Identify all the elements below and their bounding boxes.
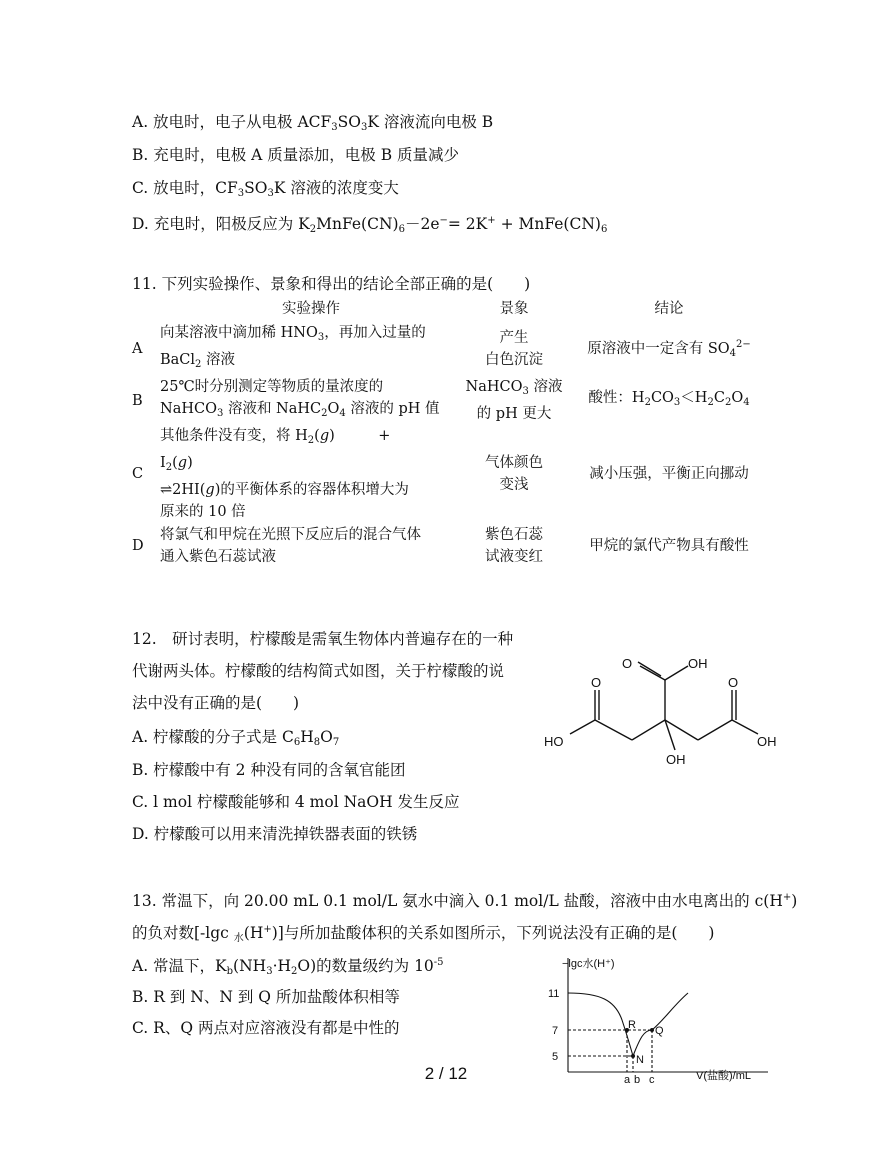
q12-option-a: A. 柠檬酸的分子式是 $C_6H_8O_7$ — [132, 728, 340, 748]
tick-x-a: a — [624, 1074, 631, 1085]
q11-title: 11. 下列实验操作、景象和得出的结论全部正确的是( ) — [132, 275, 531, 293]
tick-x-b: b — [634, 1074, 641, 1085]
table-row — [132, 425, 772, 523]
row-letter: B — [132, 392, 143, 409]
row-phenomenon: 气体颜色 变浅 — [485, 455, 543, 493]
page-number: 2 / 12 — [424, 1064, 468, 1083]
q12-option-b: B. 柠檬酸中有 2 种没有同的含氧官能团 — [132, 761, 406, 779]
q12-stem-line3: 法中没有正确的是( ) — [132, 694, 300, 712]
q12-stem-line2: 代谢两头体。柠檬酸的结构简式如图，关于柠檬酸的说 — [132, 662, 505, 680]
q11-table-header — [132, 296, 772, 322]
row-phenomenon: 产生 白色沉淀 — [485, 330, 543, 368]
row-phenomenon: NaHCO$_3$ 溶液 的 pH 更大 — [465, 379, 563, 422]
row-operation: 其他条件没有变，将 $H_2(g)$ + $I_2(g)$ ⇌2HI(g)的平衡体系的容器体积增大为 原来的 10 倍 — [160, 428, 434, 520]
q13-option-b: B. R 到 N、N 到 Q 所加盐酸体积相等 — [132, 988, 400, 1006]
label-oh-center: OH — [666, 752, 686, 767]
table-row — [132, 322, 772, 376]
label-oh-right: OH — [757, 734, 777, 749]
q13-stem-line1: 13. 常温下，向 20.00 mL 0.1 mol/L 氨水中滴入 0.1 mol/L 盐酸，溶液中由水电离出的 c(H+) — [132, 892, 798, 910]
row-conclusion: 原溶液中一定含有 $SO_4^{2-}$ — [587, 338, 751, 359]
tick-y-5: 5 — [552, 1051, 559, 1063]
table-row — [132, 376, 772, 425]
label-oh-top: OH — [688, 656, 708, 671]
q13-option-a: A. 常温下，$K_b(NH_3\cdot H_2O)$的数量级约为 $10^{-5}$ — [132, 957, 444, 977]
row-letter: D — [132, 538, 144, 554]
row-conclusion: 减小压强，平衡正向挪动 — [589, 466, 749, 482]
row-operation: 25℃时分别测定等物质的量浓度的 NaHCO$_3$ 溶液和 $NaHC_2O_4$ 溶液的 pH 值 — [160, 379, 440, 419]
header-conclusion: 结论 — [654, 301, 684, 317]
header-phenomenon: 景象 — [499, 301, 529, 317]
q10-option-b: B. 充电时，电极 A 质量添加，电极 B 质量减少 — [132, 146, 460, 164]
row-letter: A — [132, 341, 143, 357]
q10-option-d: D. 充电时，阳极反应为 $K_2MnFe(CN)_6-2e^-= 2K^+$ + $MnFe(CN)_6$ — [132, 215, 608, 235]
q10-option-a: A. 放电时，电子从电极 $ACF_3SO_3K$ 溶液流向电极 B — [132, 113, 494, 133]
q12-option-d: D. 柠檬酸可以用来清洗掉铁器表面的铁锈 — [132, 825, 418, 843]
graph-ylabel: −lgc水(H⁺) — [562, 958, 615, 970]
q10-option-c: C. 放电时，$CF_3SO_3K$ 溶液的浓度变大 — [132, 179, 399, 199]
row-phenomenon: 紫色石蕊 试液变红 — [485, 527, 543, 565]
header-operation: 实验操作 — [282, 301, 340, 317]
row-conclusion: 酸性：$H_2CO_3<H_2C_2O_4$ — [588, 390, 750, 408]
q11-table — [132, 296, 772, 569]
label-ho-left: HO — [544, 734, 564, 749]
point-n: N — [636, 1054, 644, 1066]
q13-stem-line2: 的负对数[-lgc $_水$(H+)]与所加盐酸体积的关系如图所示，下列说法没有正确的是( ) — [132, 924, 715, 944]
tick-y-7: 7 — [552, 1025, 559, 1037]
tick-x-c: c — [649, 1074, 655, 1085]
q12-stem-line1: 12. 研讨表明，柠檬酸是需氧生物体内普遍存在的一种 — [132, 630, 514, 648]
label-o-left: O — [591, 675, 602, 690]
row-conclusion: 甲烷的氯代产物具有酸性 — [589, 538, 749, 554]
label-o-top: O — [622, 656, 633, 671]
point-q: Q — [655, 1025, 664, 1037]
tick-y-11: 11 — [548, 988, 560, 1000]
row-operation: 向某溶液中滴加稀 $HNO_3$，再加入过量的 BaCl$_2$ 溶液 — [160, 325, 426, 370]
citric-acid-structure — [540, 648, 790, 776]
point-r: R — [628, 1019, 636, 1031]
row-letter: C — [132, 466, 144, 482]
table-row — [132, 523, 772, 569]
q13-option-c: C. R、Q 两点对应溶液没有都是中性的 — [132, 1019, 400, 1037]
q12-option-c: C. l mol 柠檬酸能够和 4 mol NaOH 发生反应 — [132, 793, 460, 811]
row-operation: 将氯气和甲烷在光照下反应后的混合气体 通入紫色石蕊试液 — [160, 527, 421, 565]
label-o-right: O — [728, 675, 739, 690]
graph-xlabel: V(盐酸)/mL — [696, 1070, 751, 1082]
